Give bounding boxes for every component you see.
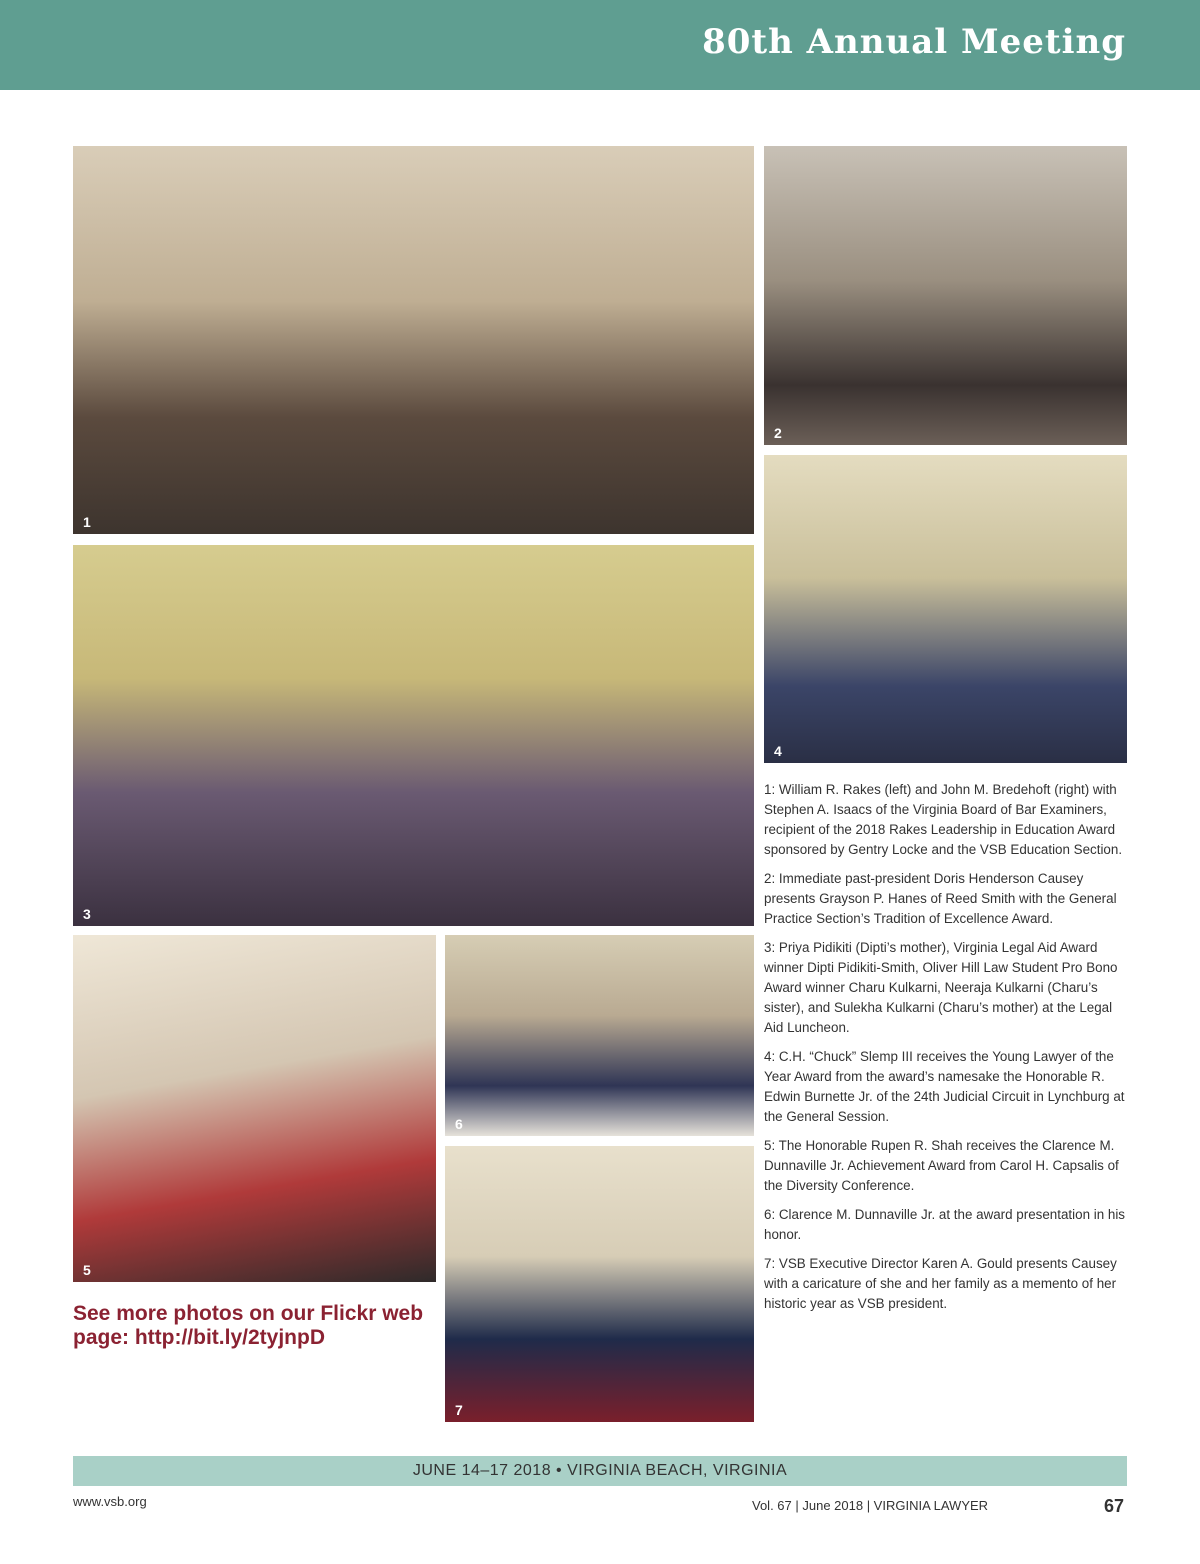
issue-info: Vol. 67 | June 2018 | VIRGINIA LAWYER bbox=[752, 1498, 989, 1513]
page-number: 67 bbox=[1104, 1496, 1125, 1516]
caption-3: 3: Priya Pidikiti (Dipti’s mother), Virginia Legal Aid Award winner Dipti Pidikiti-Smith, Oliver Hill Law Student Pro Bono Award winner Charu Kulkarni, Neeraja Kulkarni (Charu’s sister), and Sulekha Kulkarni (Charu’s mother) at the Legal Aid Luncheon. bbox=[764, 940, 1118, 1035]
photo-number: 6 bbox=[455, 1116, 463, 1132]
photo-6 bbox=[445, 935, 754, 1136]
footer-band bbox=[73, 1456, 1127, 1486]
caption-5: 5: The Honorable Rupen R. Shah receives the Clarence M. Dunnaville Jr. Achievement Award from Carol H. Capsalis of the Diversity Conference. bbox=[764, 1138, 1119, 1193]
photo-5 bbox=[73, 935, 436, 1282]
photo-number: 3 bbox=[83, 906, 91, 922]
caption-7: 7: VSB Executive Director Karen A. Gould presents Causey with a caricature of she and her family as a memento of her historic year as VSB president. bbox=[764, 1256, 1117, 1311]
photo-captions bbox=[764, 780, 1130, 1323]
header-band bbox=[0, 0, 1200, 90]
photo-number: 1 bbox=[83, 514, 91, 530]
event-info: JUNE 14–17 2018 • VIRGINIA BEACH, VIRGINIA bbox=[412, 1462, 788, 1479]
caption-2: 2: Immediate past-president Doris Henderson Causey presents Grayson P. Hanes of Reed Smith with the General Practice Section’s Tradition of Excellence Award. bbox=[764, 871, 1117, 926]
photo-number: 2 bbox=[774, 425, 782, 441]
photo-7 bbox=[445, 1146, 754, 1422]
photo-number: 5 bbox=[83, 1262, 91, 1278]
photo-1 bbox=[73, 146, 754, 534]
photo-2 bbox=[764, 146, 1127, 445]
caption-4: 4: C.H. “Chuck” Slemp III receives the Young Lawyer of the Year Award from the award’s namesake the Honorable R. Edwin Burnette Jr. of the 24th Judicial Circuit in Lynchburg at the General Session. bbox=[764, 1049, 1125, 1124]
photo-number: 7 bbox=[455, 1402, 463, 1418]
flickr-link[interactable]: See more photos on our Flickr web page: http://bit.ly/2tyjnpD bbox=[73, 1302, 424, 1349]
website-url[interactable]: www.vsb.org bbox=[73, 1494, 147, 1509]
photo-number: 4 bbox=[774, 743, 782, 759]
page-title: 80th Annual Meeting bbox=[702, 22, 1126, 62]
caption-1: 1: William R. Rakes (left) and John M. Bredehoft (right) with Stephen A. Isaacs of the Virginia Board of Bar Examiners, recipient of the 2018 Rakes Leadership in Education Award sponsored by Gentry Locke and the VSB Education Section. bbox=[764, 782, 1123, 857]
photo-3 bbox=[73, 545, 754, 926]
caption-6: 6: Clarence M. Dunnaville Jr. at the award presentation in his honor. bbox=[764, 1207, 1125, 1242]
photo-4 bbox=[764, 455, 1127, 763]
